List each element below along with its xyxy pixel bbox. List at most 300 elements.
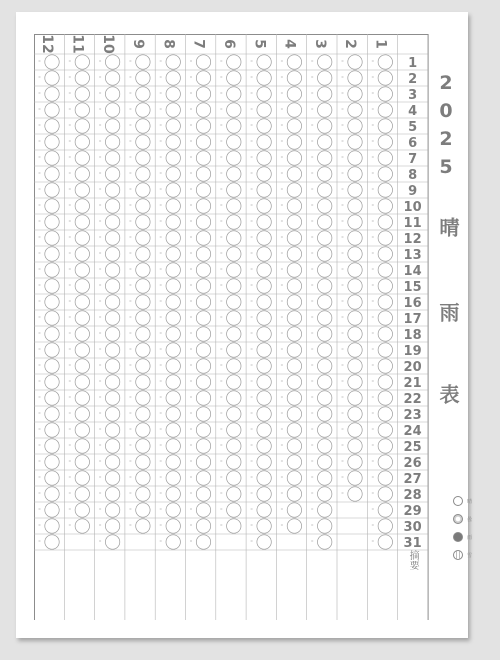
- weather-circle: [378, 247, 392, 261]
- day-label: 13: [403, 248, 422, 263]
- weather-circle: [166, 343, 180, 357]
- weather-circle: [257, 183, 271, 197]
- weather-circle: [318, 151, 332, 165]
- weather-circle: [257, 375, 271, 389]
- weather-circle: [287, 439, 301, 453]
- weather-circle: [75, 311, 89, 325]
- legend-label: 曇: [467, 517, 473, 523]
- weather-circle: [287, 231, 301, 245]
- weather-circle: [105, 263, 119, 277]
- weather-circle: [136, 455, 150, 469]
- weather-circle: [45, 151, 59, 165]
- weather-circle: [45, 487, 59, 501]
- weather-circle: [257, 71, 271, 85]
- weather-circle: [287, 359, 301, 373]
- weather-circle: [166, 439, 180, 453]
- weather-circle: [348, 263, 362, 277]
- weather-circle: [166, 279, 180, 293]
- weather-circle: [348, 71, 362, 85]
- weather-circle: [136, 167, 150, 181]
- weather-circle: [348, 183, 362, 197]
- weather-circle: [318, 359, 332, 373]
- weather-circle: [257, 391, 271, 405]
- weather-circle: [378, 503, 392, 517]
- weather-circle: [318, 391, 332, 405]
- weather-circle: [227, 199, 241, 213]
- weather-circle: [227, 167, 241, 181]
- weather-circle: [196, 71, 210, 85]
- weather-circle: [75, 343, 89, 357]
- weather-circle: [257, 455, 271, 469]
- weather-circle: [378, 279, 392, 293]
- weather-circle: [378, 71, 392, 85]
- weather-circle: [136, 55, 150, 69]
- weather-circle: [287, 119, 301, 133]
- weather-circle: [257, 295, 271, 309]
- day-label: 22: [403, 392, 422, 407]
- weather-circle: [75, 279, 89, 293]
- weather-circle: [227, 215, 241, 229]
- weather-circle: [287, 167, 301, 181]
- weather-circle: [378, 263, 392, 277]
- weather-circle: [136, 295, 150, 309]
- weather-circle: [75, 231, 89, 245]
- weather-circle: [287, 55, 301, 69]
- weather-circle: [45, 87, 59, 101]
- weather-circle: [45, 71, 59, 85]
- day-label: 2: [408, 72, 418, 87]
- weather-circle: [318, 119, 332, 133]
- weather-circle: [196, 535, 210, 549]
- weather-circle: [105, 167, 119, 181]
- weather-circle: [75, 359, 89, 373]
- weather-circle: [75, 327, 89, 341]
- weather-circle: [348, 167, 362, 181]
- weather-circle: [318, 183, 332, 197]
- weather-circle: [75, 487, 89, 501]
- weather-circle: [105, 151, 119, 165]
- weather-circle: [136, 423, 150, 437]
- weather-circle: [166, 535, 180, 549]
- weather-circle: [378, 183, 392, 197]
- weather-circle: [378, 343, 392, 357]
- weather-circle: [348, 455, 362, 469]
- weather-circle: [378, 199, 392, 213]
- weather-circle: [287, 263, 301, 277]
- day-label: 14: [403, 264, 422, 279]
- weather-circle: [196, 471, 210, 485]
- weather-circle: [348, 199, 362, 213]
- weather-circle: [318, 439, 332, 453]
- weather-circle: [75, 423, 89, 437]
- weather-circle: [348, 375, 362, 389]
- weather-circle: [378, 103, 392, 117]
- weather-circle: [45, 263, 59, 277]
- weather-circle: [75, 263, 89, 277]
- weather-circle: [196, 279, 210, 293]
- weather-circle: [136, 279, 150, 293]
- weather-circle: [136, 503, 150, 517]
- weather-circle: [348, 119, 362, 133]
- weather-circle: [196, 135, 210, 149]
- weather-circle: [378, 87, 392, 101]
- weather-circle: [166, 375, 180, 389]
- summary-label: 摘要: [407, 550, 419, 570]
- weather-circle: [45, 375, 59, 389]
- weather-circle: [227, 455, 241, 469]
- weather-circle: [166, 135, 180, 149]
- month-header: 2: [342, 39, 359, 49]
- weather-circle: [227, 247, 241, 261]
- weather-circle: [136, 231, 150, 245]
- weather-circle: [75, 119, 89, 133]
- weather-circle: [105, 343, 119, 357]
- weather-circle: [105, 487, 119, 501]
- weather-circle: [318, 471, 332, 485]
- weather-circle: [105, 375, 119, 389]
- weather-circle: [45, 135, 59, 149]
- weather-circle: [105, 391, 119, 405]
- weather-circle: [45, 359, 59, 373]
- weather-circle: [378, 215, 392, 229]
- weather-circle: [378, 391, 392, 405]
- weather-circle: [348, 103, 362, 117]
- weather-circle: [45, 503, 59, 517]
- weather-circle: [166, 247, 180, 261]
- weather-circle: [257, 519, 271, 533]
- weather-circle: [318, 103, 332, 117]
- weather-circle: [196, 439, 210, 453]
- weather-circle: [196, 263, 210, 277]
- weather-circle: [136, 119, 150, 133]
- day-label: 15: [403, 280, 422, 295]
- weather-circle: [196, 103, 210, 117]
- weather-circle: [136, 519, 150, 533]
- weather-circle: [318, 87, 332, 101]
- day-label: 25: [403, 440, 422, 455]
- year-heading: 2025: [435, 72, 457, 184]
- weather-circle: [45, 519, 59, 533]
- weather-circle: [348, 359, 362, 373]
- weather-circle: [136, 471, 150, 485]
- weather-circle: [196, 295, 210, 309]
- weather-circle: [166, 295, 180, 309]
- weather-circle: [75, 471, 89, 485]
- weather-circle: [257, 343, 271, 357]
- weather-circle: [105, 327, 119, 341]
- weather-circle: [196, 167, 210, 181]
- weather-circle: [318, 71, 332, 85]
- weather-circle: [166, 183, 180, 197]
- weather-circle: [287, 103, 301, 117]
- weather-circle: [196, 215, 210, 229]
- weather-circle: [166, 231, 180, 245]
- weather-circle: [45, 471, 59, 485]
- weather-circle: [227, 135, 241, 149]
- weather-circle: [378, 519, 392, 533]
- weather-circle: [227, 503, 241, 517]
- weather-circle: [257, 263, 271, 277]
- weather-circle: [227, 471, 241, 485]
- weather-circle: [378, 375, 392, 389]
- weather-circle: [348, 87, 362, 101]
- weather-circle: [378, 295, 392, 309]
- day-label: 11: [403, 216, 422, 231]
- weather-circle: [287, 343, 301, 357]
- weather-circle: [105, 55, 119, 69]
- weather-circle: [318, 55, 332, 69]
- weather-circle: [196, 199, 210, 213]
- weather-circle: [227, 375, 241, 389]
- weather-circle: [196, 375, 210, 389]
- weather-circle: [287, 391, 301, 405]
- weather-circle: [287, 87, 301, 101]
- legend-label: 雨: [467, 535, 473, 541]
- weather-circle: [287, 295, 301, 309]
- weather-circle: [227, 103, 241, 117]
- weather-circle: [378, 231, 392, 245]
- weather-circle: [318, 343, 332, 357]
- weather-circle: [166, 87, 180, 101]
- weather-circle: [196, 423, 210, 437]
- legend-label: 雪: [467, 553, 473, 559]
- weather-circle: [348, 151, 362, 165]
- day-label: 28: [403, 488, 422, 503]
- weather-circle: [166, 359, 180, 373]
- weather-circle: [287, 487, 301, 501]
- weather-circle: [136, 199, 150, 213]
- weather-circle: [318, 199, 332, 213]
- weather-circle: [136, 215, 150, 229]
- weather-circle: [105, 359, 119, 373]
- weather-circle: [227, 311, 241, 325]
- weather-circle: [75, 519, 89, 533]
- weather-circle: [196, 343, 210, 357]
- month-header: 8: [160, 39, 177, 49]
- weather-circle: [196, 503, 210, 517]
- weather-circle: [196, 119, 210, 133]
- weather-circle: [136, 263, 150, 277]
- weather-circle: [45, 119, 59, 133]
- weather-circle: [75, 55, 89, 69]
- weather-circle: [227, 119, 241, 133]
- weather-circle: [166, 103, 180, 117]
- weather-circle: [287, 247, 301, 261]
- weather-circle: [105, 407, 119, 421]
- month-header: 9: [130, 39, 147, 49]
- weather-circle: [287, 471, 301, 485]
- weather-circle: [45, 327, 59, 341]
- weather-circle: [287, 71, 301, 85]
- weather-circle: [378, 455, 392, 469]
- weather-circle: [378, 55, 392, 69]
- weather-circle: [257, 535, 271, 549]
- weather-circle: [348, 247, 362, 261]
- weather-circle: [136, 327, 150, 341]
- day-label: 7: [408, 152, 418, 167]
- weather-circle: [257, 231, 271, 245]
- weather-circle: [227, 231, 241, 245]
- weather-circle: [136, 247, 150, 261]
- weather-circle: [45, 407, 59, 421]
- weather-circle: [136, 391, 150, 405]
- weather-circle: [136, 487, 150, 501]
- weather-circle: [105, 183, 119, 197]
- weather-circle: [257, 407, 271, 421]
- weather-circle: [227, 151, 241, 165]
- weather-circle: [348, 295, 362, 309]
- legend-snow-icon: [453, 550, 463, 560]
- weather-circle: [45, 423, 59, 437]
- weather-circle: [45, 343, 59, 357]
- weather-circle: [227, 343, 241, 357]
- weather-circle: [257, 151, 271, 165]
- weather-circle: [166, 119, 180, 133]
- weather-circle: [257, 311, 271, 325]
- month-header: 7: [190, 39, 207, 49]
- weather-circle: [45, 535, 59, 549]
- weather-circle: [257, 471, 271, 485]
- weather-circle: [378, 423, 392, 437]
- month-header: 10: [99, 34, 116, 54]
- weather-circle: [166, 263, 180, 277]
- weather-circle: [318, 167, 332, 181]
- weather-circle: [196, 87, 210, 101]
- day-label: 16: [403, 296, 422, 311]
- weather-circle: [166, 391, 180, 405]
- weather-circle: [318, 311, 332, 325]
- weather-circle: [318, 407, 332, 421]
- weather-circle: [227, 439, 241, 453]
- weather-circle: [348, 311, 362, 325]
- weather-circle: [75, 295, 89, 309]
- weather-circle: [378, 151, 392, 165]
- weather-circle: [287, 519, 301, 533]
- day-label: 18: [403, 328, 422, 343]
- weather-circle: [45, 167, 59, 181]
- weather-circle: [318, 375, 332, 389]
- weather-circle: [257, 487, 271, 501]
- weather-circle: [257, 279, 271, 293]
- weather-circle: [257, 327, 271, 341]
- day-label: 4: [408, 104, 418, 119]
- weather-circle: [227, 263, 241, 277]
- weather-circle: [136, 439, 150, 453]
- weather-circle: [287, 503, 301, 517]
- weather-circle: [45, 455, 59, 469]
- weather-circle: [257, 359, 271, 373]
- weather-circle: [227, 183, 241, 197]
- weather-circle: [378, 487, 392, 501]
- day-label: 1: [408, 56, 418, 71]
- weather-circle: [75, 247, 89, 261]
- weather-circle: [196, 519, 210, 533]
- weather-circle: [75, 71, 89, 85]
- weather-circle: [45, 215, 59, 229]
- weather-circle: [287, 151, 301, 165]
- day-label: 20: [403, 360, 422, 375]
- weather-circle: [378, 535, 392, 549]
- weather-circle: [287, 423, 301, 437]
- weather-circle: [348, 279, 362, 293]
- weather-circle: [348, 327, 362, 341]
- weather-circle: [45, 183, 59, 197]
- weather-circle: [105, 423, 119, 437]
- weather-circle: [287, 183, 301, 197]
- weather-circle: [105, 503, 119, 517]
- weather-circle: [257, 247, 271, 261]
- weather-circle: [227, 423, 241, 437]
- weather-grid: [34, 34, 434, 620]
- month-header: 11: [69, 34, 86, 54]
- weather-circle: [105, 215, 119, 229]
- weather-circle: [105, 455, 119, 469]
- weather-circle: [75, 375, 89, 389]
- legend-sun-icon: [453, 496, 463, 506]
- weather-circle: [166, 71, 180, 85]
- weather-circle: [287, 455, 301, 469]
- weather-circle: [45, 391, 59, 405]
- day-label: 5: [408, 120, 418, 135]
- day-label: 26: [403, 456, 422, 471]
- weather-circle: [287, 279, 301, 293]
- weather-circle: [378, 359, 392, 373]
- weather-circle: [166, 519, 180, 533]
- weather-circle: [318, 503, 332, 517]
- weather-circle: [227, 359, 241, 373]
- weather-circle: [318, 487, 332, 501]
- weather-circle: [136, 359, 150, 373]
- weather-circle: [196, 327, 210, 341]
- weather-circle: [318, 247, 332, 261]
- weather-circle: [166, 55, 180, 69]
- weather-circle: [257, 119, 271, 133]
- weather-circle: [227, 391, 241, 405]
- title-char-rain: 雨: [436, 302, 460, 322]
- weather-circle: [257, 135, 271, 149]
- weather-circle: [378, 439, 392, 453]
- weather-circle: [105, 199, 119, 213]
- weather-circle: [196, 359, 210, 373]
- weather-circle: [105, 535, 119, 549]
- day-label: 23: [403, 408, 422, 423]
- weather-circle: [45, 295, 59, 309]
- weather-circle: [257, 215, 271, 229]
- weather-circle: [287, 327, 301, 341]
- weather-circle: [287, 215, 301, 229]
- weather-circle: [257, 503, 271, 517]
- weather-circle: [287, 199, 301, 213]
- day-label: 9: [408, 184, 418, 199]
- weather-circle: [227, 487, 241, 501]
- weather-circle: [166, 215, 180, 229]
- weather-circle: [136, 151, 150, 165]
- weather-circle: [318, 519, 332, 533]
- weather-circle: [166, 167, 180, 181]
- weather-circle: [348, 487, 362, 501]
- weather-circle: [45, 199, 59, 213]
- weather-circle: [378, 167, 392, 181]
- day-label: 10: [403, 200, 422, 215]
- month-header: 12: [39, 34, 56, 54]
- title-char-table: 表: [436, 384, 460, 404]
- day-label: 8: [408, 168, 418, 183]
- weather-circle: [105, 135, 119, 149]
- weather-circle: [136, 135, 150, 149]
- weather-circle: [196, 311, 210, 325]
- weather-circle: [166, 151, 180, 165]
- weather-circle: [257, 167, 271, 181]
